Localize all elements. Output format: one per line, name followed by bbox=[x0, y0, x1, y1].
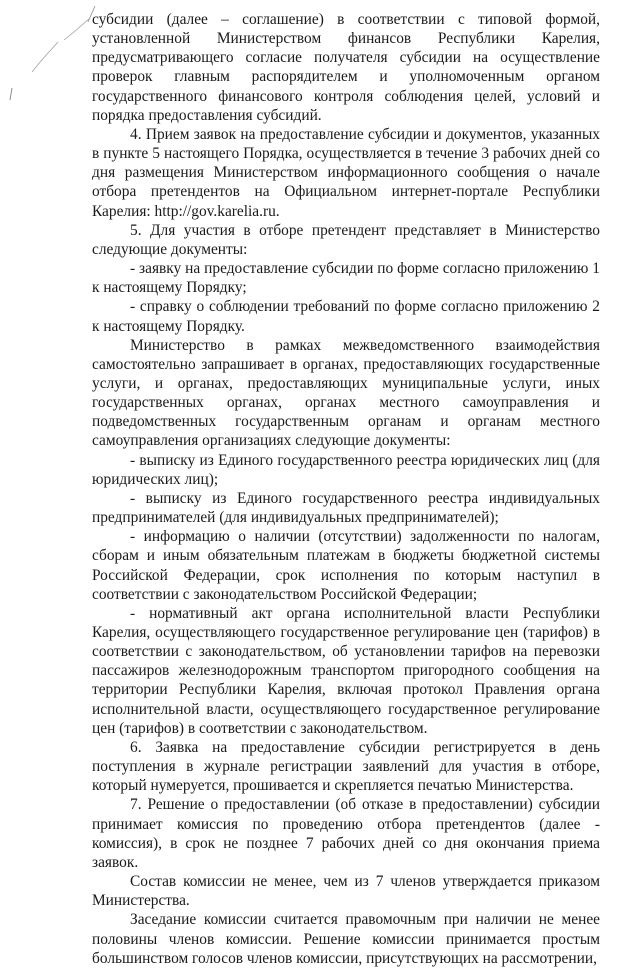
paragraph-commission-quorum: Заседание комиссии считается правомочным при наличии не менее половины членов комиссии. Решение комиссии принимается простым большинством голосов членов комиссии, присутствующих на рассмотрении, bbox=[92, 911, 600, 967]
list-item-application: - заявку на предоставление субсидии по форме согласно приложению 1 к настоящему Порядку; bbox=[92, 260, 600, 297]
list-item-tariff-regulation-act: - нормативный акт органа исполнительной власти Республики Карелия, осуществляющего государственное регулирование цен (тарифов) в соответствии с законодательством, об установлении тарифов на перевозки пассажиров железнодорожным транспортом пригородного сообщения на территории Республики Карелия, включая протокол Правления органа исполнительной власти, осуществляющего государственное регулирование цен (тарифов) в соответствии с законодательством. bbox=[92, 604, 600, 737]
list-item-compliance-certificate: - справку о соблюдении требований по форме согласно приложению 2 к настоящему Порядку. bbox=[92, 298, 600, 335]
paragraph-item-5: 5. Для участия в отборе претендент представляет в Министерство следующие документы: bbox=[92, 221, 600, 258]
paragraph-commission-composition: Состав комиссии не менее, чем из 7 членов утверждается приказом Министерства. bbox=[92, 873, 600, 910]
paragraph-item-6: 6. Заявка на предоставление субсидии регистрируется в день поступления в журнале регистрации заявлений для участия в отборе, который нумеруется, прошивается и скрепляется печатью Министерства. bbox=[92, 738, 600, 795]
paragraph-item-7: 7. Решение о предоставлении (об отказе в предоставлении) субсидии принимает комиссия по проведению отбора претендентов (далее - комиссия), в срок не позднее 7 рабочих дней со дня окончания приема заявок. bbox=[92, 796, 600, 871]
paragraph-item-4: 4. Прием заявок на предоставление субсидии и документов, указанных в пункте 5 настоящего Порядка, осуществляется в течение 3 рабочих дней со дня размещения Министерством информационного сообщения о начале отбора претендентов на Официальном интернет-портале Республики Карелия: http://gov.karelia.ru. bbox=[92, 125, 600, 220]
paragraph-interagency-requests: Министерство в рамках межведомственного взаимодействия самостоятельно запрашивает в органах, предоставляющих государственные услуги, и органах, предоставляющих муниципальные услуги, иных государственных органах, органах местного самоуправления и подведомственных государственным органам и органам местного самоуправления организациях следующие документы: bbox=[92, 336, 600, 450]
list-item-legal-entities-extract: - выписку из Единого государственного реестра юридических лиц (для юридических лиц); bbox=[92, 451, 600, 488]
list-item-entrepreneurs-extract: - выписку из Единого государственного реестра индивидуальных предпринимателей (для индивидуальных предпринимателей); bbox=[92, 489, 600, 527]
document-body bbox=[92, 10, 600, 968]
list-item-tax-debt-info: - информацию о наличии (отсутствии) задолженности по налогам, сборам и иным обязательным платежам в бюджеты бюджетной системы Российской Федерации, срок исполнения по которым наступил в соответствии с законодательством Российской Федерации; bbox=[92, 528, 600, 603]
paragraph-subsidy-agreement: субсидии (далее – соглашение) в соответствии с типовой формой, установленной Министерством финансов Республики Карелия, предусматривающего согласие получателя субсидии на осуществление проверок главным распорядителем и уполномоченным органом государственного финансового контроля соблюдения целей, условий и порядка предоставления субсидий. bbox=[92, 11, 600, 124]
